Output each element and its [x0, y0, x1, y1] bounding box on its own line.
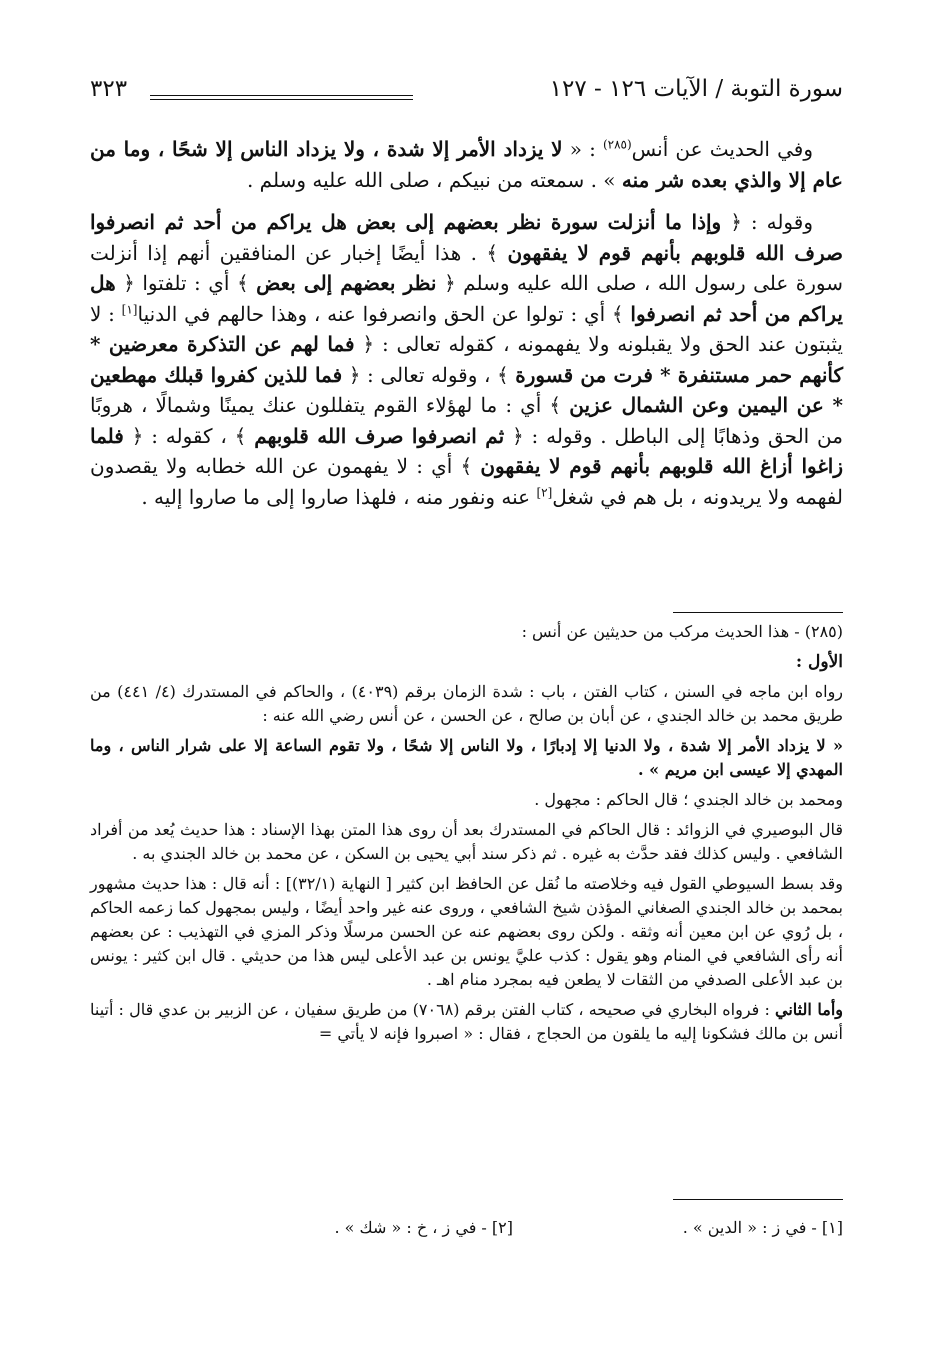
footnote-heading-second: وأما الثاني — [774, 1000, 844, 1019]
footnote-heading-first: الأول : — [795, 652, 843, 672]
text: : فرواه البخاري في صحيحه ، كتاب الفتن برقم (٧٠٦٨) من طريق سفيان ، عن الزبير بن عدي قال : أتينا أنس بن مالك فشكونا إليه ما يلقون من الحجاج ، فقال : « اصبروا فإنه لا يأتي = — [90, 1000, 843, 1043]
text: ﴾ ، وقوله تعالى : ﴿ — [342, 362, 516, 387]
footnote-ref: [٢] — [536, 484, 553, 499]
text: عنه ونفور منه ، فلهذا صاروا إلى ما صاروا إليه . — [141, 484, 537, 509]
footnote-intro: (٢٨٥) - هذا الحديث مركب من حديثين عن أنس : — [521, 622, 843, 641]
footnote-ref: [١] — [121, 301, 138, 316]
header-rule — [150, 95, 413, 100]
verse-quote: هل يراكم من أحد ثم انصرفوا — [90, 271, 843, 326]
text: : « — [562, 137, 603, 161]
text: ﴾ أي : تولوا عن الحق وانصرفوا عنه ، وهذا حالهم في الدنيا — [137, 301, 631, 326]
text: ﴾ أي : تلفتوا ﴿ — [115, 271, 257, 295]
paragraph-tafsir — [90, 207, 843, 512]
text: » . سمعته من نبيكم ، صلى الله عليه وسلم . — [246, 167, 622, 192]
text: ﴾ . هذا أيضًا إخبار عن المنافقين أنهم إذا أنزلت سورة على رسول الله ، صلى الله عليه وسلم ﴿ — [90, 240, 843, 295]
footnote-text: ومحمد بن خالد الجندي ؛ قال الحاكم : مجهول . — [534, 790, 843, 809]
text: : لا يثبتون عند الحق ولا يقبلونه ولا يفهمونه ، كقوله تعالى : ﴿ — [90, 301, 843, 356]
variant-note-1: [١] - في ز : « الدين » . — [682, 1218, 843, 1237]
paragraph-hadith — [90, 134, 843, 195]
margin-notes-separator — [673, 1199, 843, 1200]
text: وفي الحديث عن أنس — [631, 137, 813, 161]
verse-quote: فما لهم عن التذكرة معرضين * كأنهم حمر مستنفرة * فرت من قسورة — [90, 332, 844, 387]
footnotes — [90, 620, 843, 1052]
page-header — [90, 68, 843, 108]
footnote-hadith: « لا يزداد الأمر إلا شدة ، ولا الدنيا إلا إدبارًا ، ولا الناس إلا شحًا ، ولا تقوم الساعة إلا على شرار الناس ، وما المهدي إلا عيسى ابن مريم » . — [90, 736, 843, 779]
verse-quote: وإذا ما أنزلت سورة نظر بعضهم إلى بعض هل يراكم من أحد ثم انصرفوا صرف الله قلوبهم بأنهم قوم لا يفقهون — [90, 210, 843, 265]
footnote-ref: (٢٨٥) — [602, 137, 632, 152]
verse-quote: فلما زاغوا أزاغ الله قلوبهم بأنهم قوم لا يفقهون — [90, 423, 844, 478]
text: ﴾ أي : لا يفهمون عن الله خطابه ولا يقصدون لفهمه ولا يريدونه ، بل هم في شغل — [90, 454, 843, 509]
footnote-text: رواه ابن ماجه في السنن ، كتاب الفتن ، باب : شدة الزمان برقم (٤٠٣٩) ، والحاكم في المستدرك (٤/ ٤٤١) من طريق محمد بن خالد الجندي ، عن أبان بن صالح ، عن الحسن ، عن أنس رضي الله عنه : — [90, 682, 844, 725]
variant-note-2: [٢] - في ز ، خ : « شك » . — [334, 1218, 513, 1237]
page-number: ٣٢٣ — [90, 76, 128, 102]
running-title: سورة التوبة / الآيات ١٢٦ - ١٢٧ — [549, 76, 843, 102]
footnote-text — [90, 998, 843, 1046]
main-text — [90, 134, 843, 524]
text: وقوله : ﴿ — [721, 210, 813, 234]
verse-quote: نظر بعضهم إلى بعض — [256, 271, 437, 295]
verse-quote: ثم انصرفوا صرف الله قلوبهم — [254, 423, 505, 448]
footnote-text: قال البوصيري في الزوائد : قال الحاكم في المستدرك بعد أن روى هذا المتن بهذا الإسناد : هذا حديث يُعد من أفراد الشافعي . وليس كذلك فقد حدَّث به غيره . ثم ذكر سند أبي يحيى بن السكن ، عن محمد بن خالد الجندي به . — [90, 820, 843, 863]
variant-notes — [90, 1218, 843, 1248]
footnote-separator — [673, 612, 843, 613]
footnote-text: وقد بسط السيوطي القول فيه وخلاصته ما نُقل عن الحافظ ابن كثير [ النهاية (٣٢/١)] : أنه قال : هذا حديث مشهور بمحمد بن خالد الجندي الصغاني المؤذن شيخ الشافعي ، وروى عنه غير واحد أيضًا ، وليس بمجهول كما زعمه الحاكم ، بل رُوي عن ابن معين أنه وثقه . ولكن روى بعضهم عنه عن الحسن مرسلًا وذكر المزي في التهذيب : عن بعضهم أنه رأى الشافعي في المنام وهو يقول : كذب عليَّ يونس بن عبد الأعلى ليس هذا من حديثي . قال ابن كثير : يونس بن عبد الأعلى الصدفي من الثقات لا يطعن فيه بمجرد منام اهـ . — [90, 874, 844, 989]
text: ﴾ ، كقوله : ﴿ — [123, 423, 255, 448]
text: ﴾ أي : ما لهؤلاء القوم يتفللون عنك يمينًا وشمالًا ، هروبًا من الحق وذهابًا إلى الباطل . وقوله : ﴿ — [90, 393, 843, 448]
verse-quote: فما للذين كفروا قبلك مهطعين * عن اليمين وعن الشمال عزين — [90, 362, 843, 417]
hadith-quote: لا يزداد الأمر إلا شدة ، ولا يزداد الناس إلا شحًا ، وما من عام إلا والذي بعده شر منه — [90, 137, 843, 192]
